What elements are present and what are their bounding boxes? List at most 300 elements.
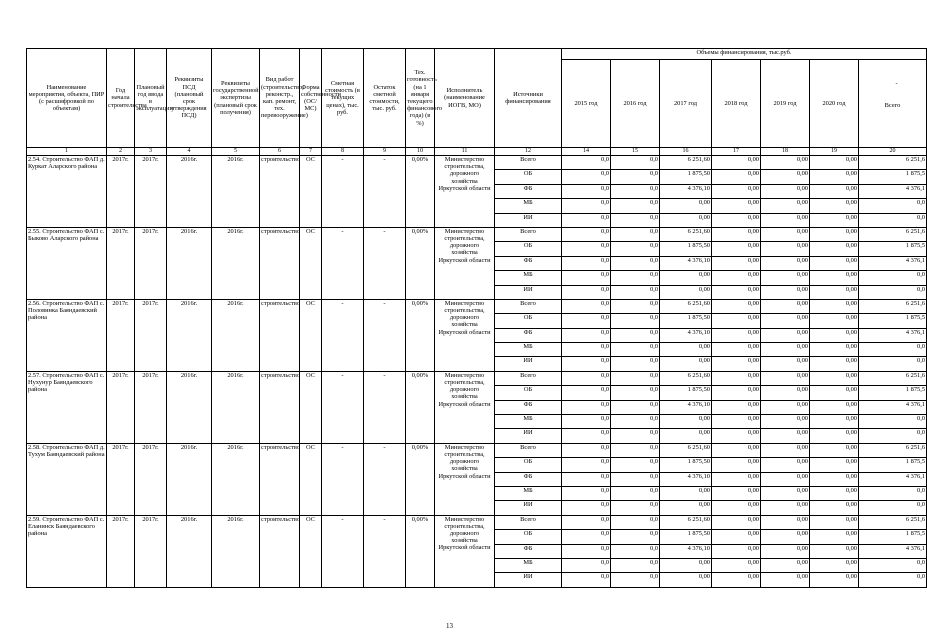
ownership-cell: ОС — [300, 443, 322, 515]
value-cell: 0,00 — [660, 429, 712, 443]
value-cell: 0,00 — [712, 429, 761, 443]
value-cell: 0,00 — [712, 199, 761, 213]
start-year-cell: 2017г. — [107, 156, 135, 228]
value-cell: 0,00 — [761, 486, 810, 500]
value-cell: 0,0 — [611, 299, 660, 313]
source-cell: ОБ — [495, 242, 562, 256]
value-cell: 1 875,5 — [859, 314, 927, 328]
value-cell: 0,0 — [859, 285, 927, 299]
executor-cell: Министерство строительства, дорожного хозяйства Иркутской области — [435, 371, 495, 443]
value-cell: 0,0 — [611, 530, 660, 544]
source-cell: ФБ — [495, 328, 562, 342]
value-cell: 0,0 — [562, 357, 611, 371]
value-cell: 0,00 — [810, 501, 859, 515]
value-cell: 0,0 — [611, 199, 660, 213]
value-cell: 0,0 — [562, 242, 611, 256]
value-cell: 6 251,6 — [859, 227, 927, 241]
value-cell: 0,00 — [660, 199, 712, 213]
value-cell: 0,0 — [611, 156, 660, 170]
source-cell: ОБ — [495, 386, 562, 400]
value-cell: 0,0 — [859, 558, 927, 572]
value-cell: 0,00 — [712, 299, 761, 313]
value-cell: 0,0 — [562, 429, 611, 443]
value-cell: 0,00 — [712, 573, 761, 587]
value-cell: 0,0 — [562, 256, 611, 270]
value-cell: 0,0 — [611, 458, 660, 472]
value-cell: 0,00 — [712, 227, 761, 241]
remaining-cost-cell: - — [364, 227, 406, 299]
project-name: 2.54. Строительство ФАП д. Куркат Аларского района — [27, 156, 107, 228]
source-cell: ИИ — [495, 213, 562, 227]
value-cell: 0,0 — [859, 199, 927, 213]
value-cell: 1 875,50 — [660, 170, 712, 184]
start-year-cell: 2017г. — [107, 371, 135, 443]
value-cell: 0,0 — [562, 400, 611, 414]
value-cell: 0,00 — [761, 343, 810, 357]
header-name: Наименование мероприятия, объекта, ПИР (с расшифровкой по объектам) — [27, 49, 107, 148]
value-cell: 0,0 — [562, 486, 611, 500]
column-number-cell: 1 — [27, 148, 107, 156]
value-cell: 0,0 — [859, 357, 927, 371]
value-cell: 0,0 — [562, 443, 611, 457]
value-cell: 0,00 — [761, 371, 810, 385]
value-cell: 0,00 — [761, 472, 810, 486]
value-cell: 0,0 — [611, 501, 660, 515]
value-cell: 0,00 — [810, 415, 859, 429]
value-cell: 0,0 — [859, 573, 927, 587]
value-cell: 0,00 — [660, 357, 712, 371]
work-type-cell: строительство — [260, 371, 300, 443]
value-cell: 0,00 — [712, 371, 761, 385]
column-numbers-row — [27, 148, 927, 156]
value-cell: 4 376,1 — [859, 544, 927, 558]
value-cell: 4 376,1 — [859, 400, 927, 414]
start-year-cell: 2017г. — [107, 299, 135, 371]
source-cell: МБ — [495, 415, 562, 429]
start-year-cell: 2017г. — [107, 443, 135, 515]
remaining-cost-cell: - — [364, 156, 406, 228]
value-cell: 0,0 — [562, 472, 611, 486]
source-cell: МБ — [495, 343, 562, 357]
value-cell: 0,00 — [660, 285, 712, 299]
value-cell: 0,00 — [761, 199, 810, 213]
value-cell: 0,0 — [562, 170, 611, 184]
value-cell: 0,00 — [712, 472, 761, 486]
expertise-year-cell: 2016г. — [212, 443, 260, 515]
value-cell: 0,00 — [810, 242, 859, 256]
source-cell: МБ — [495, 558, 562, 572]
ownership-cell: ОС — [300, 156, 322, 228]
value-cell: 0,00 — [810, 386, 859, 400]
table-row — [27, 371, 927, 385]
value-cell: 6 251,6 — [859, 156, 927, 170]
value-cell: 4 376,10 — [660, 256, 712, 270]
project-name: 2.59. Строительство ФАП с. Еланинск Баяндаевского района — [27, 515, 107, 587]
header-year-2016: 2016 год — [611, 60, 660, 148]
table-row — [27, 156, 927, 170]
value-cell: 4 376,10 — [660, 544, 712, 558]
value-cell: 0,00 — [810, 544, 859, 558]
value-cell: 0,00 — [712, 328, 761, 342]
commission-year-cell: 2017г. — [135, 156, 167, 228]
value-cell: 0,00 — [810, 371, 859, 385]
value-cell: 0,00 — [810, 170, 859, 184]
value-cell: 0,0 — [562, 371, 611, 385]
value-cell: 0,00 — [712, 443, 761, 457]
value-cell: 6 251,60 — [660, 443, 712, 457]
value-cell: 0,00 — [810, 486, 859, 500]
value-cell: 0,0 — [562, 558, 611, 572]
source-cell: ФБ — [495, 400, 562, 414]
tech-readiness-cell: 0,00% — [406, 156, 435, 228]
value-cell: 0,0 — [611, 242, 660, 256]
value-cell: 0,00 — [810, 443, 859, 457]
value-cell: 1 875,50 — [660, 530, 712, 544]
value-cell: 0,00 — [712, 184, 761, 198]
value-cell: 0,00 — [810, 573, 859, 587]
column-number-cell: 20 — [859, 148, 927, 156]
executor-cell: Министерство строительства, дорожного хозяйства Иркутской области — [435, 515, 495, 587]
executor-cell: Министерство строительства, дорожного хозяйства Иркутской области — [435, 156, 495, 228]
source-cell: ФБ — [495, 256, 562, 270]
value-cell: 4 376,10 — [660, 184, 712, 198]
value-cell: 0,0 — [562, 213, 611, 227]
header-total — [859, 60, 927, 148]
value-cell: 0,00 — [712, 213, 761, 227]
value-cell: 0,0 — [562, 415, 611, 429]
value-cell: 0,0 — [859, 213, 927, 227]
value-cell: 0,00 — [660, 573, 712, 587]
column-number-cell: 3 — [135, 148, 167, 156]
value-cell: 0,0 — [611, 184, 660, 198]
value-cell: 0,00 — [810, 530, 859, 544]
value-cell: 0,00 — [660, 271, 712, 285]
value-cell: 0,00 — [761, 328, 810, 342]
value-cell: 0,00 — [761, 213, 810, 227]
source-cell: ИИ — [495, 501, 562, 515]
psd-year-cell: 2016г. — [167, 227, 212, 299]
value-cell: 0,00 — [712, 386, 761, 400]
psd-year-cell: 2016г. — [167, 299, 212, 371]
tech-readiness-cell: 0,00% — [406, 227, 435, 299]
value-cell: 0,0 — [562, 227, 611, 241]
value-cell: 0,00 — [712, 357, 761, 371]
column-number-cell: 4 — [167, 148, 212, 156]
column-number-cell: 18 — [761, 148, 810, 156]
estimated-cost-cell: - — [322, 371, 364, 443]
header-executor: Исполнитель (наименование ИОГВ, МО) — [435, 49, 495, 148]
value-cell: 0,0 — [859, 501, 927, 515]
source-cell: Всего — [495, 371, 562, 385]
value-cell: 0,00 — [660, 343, 712, 357]
ownership-cell: ОС — [300, 371, 322, 443]
psd-year-cell: 2016г. — [167, 156, 212, 228]
value-cell: 0,0 — [562, 285, 611, 299]
value-cell: 0,00 — [660, 213, 712, 227]
value-cell: 6 251,60 — [660, 515, 712, 529]
value-cell: 0,0 — [611, 343, 660, 357]
remaining-cost-cell: - — [364, 299, 406, 371]
project-name: 2.57. Строительство ФАП с. Нухунур Баяндаевского района — [27, 371, 107, 443]
value-cell: 0,00 — [712, 314, 761, 328]
project-name: 2.56. Строительство ФАП с. Половинка Баяндаевский района — [27, 299, 107, 371]
header-year-2019: 2019 год — [761, 60, 810, 148]
value-cell: 0,00 — [660, 415, 712, 429]
value-cell: 4 376,1 — [859, 328, 927, 342]
value-cell: 0,00 — [761, 429, 810, 443]
value-cell: 0,0 — [611, 486, 660, 500]
column-number-cell: 8 — [322, 148, 364, 156]
source-cell: МБ — [495, 199, 562, 213]
value-cell: 6 251,60 — [660, 371, 712, 385]
value-cell: 0,0 — [611, 170, 660, 184]
value-cell: 0,00 — [712, 242, 761, 256]
value-cell: 0,0 — [611, 386, 660, 400]
estimated-cost-cell: - — [322, 515, 364, 587]
value-cell: 0,0 — [562, 299, 611, 313]
expertise-year-cell: 2016г. — [212, 227, 260, 299]
tech-readiness-cell: 0,00% — [406, 299, 435, 371]
value-cell: 0,0 — [562, 458, 611, 472]
value-cell: 0,0 — [562, 314, 611, 328]
estimated-cost-cell: - — [322, 156, 364, 228]
value-cell: 0,0 — [611, 213, 660, 227]
tech-readiness-cell: 0,00% — [406, 443, 435, 515]
source-cell: Всего — [495, 515, 562, 529]
tech-readiness-cell: 0,00% — [406, 515, 435, 587]
table-body — [27, 49, 927, 588]
value-cell: 0,00 — [761, 415, 810, 429]
value-cell: 0,0 — [611, 573, 660, 587]
value-cell: 0,00 — [761, 156, 810, 170]
estimated-cost-cell: - — [322, 227, 364, 299]
value-cell: 0,00 — [810, 314, 859, 328]
source-cell: Всего — [495, 156, 562, 170]
value-cell: 0,0 — [611, 357, 660, 371]
value-cell: 0,0 — [859, 486, 927, 500]
value-cell: 0,0 — [611, 415, 660, 429]
value-cell: 0,0 — [562, 199, 611, 213]
value-cell: 0,0 — [611, 400, 660, 414]
column-number-cell: 6 — [260, 148, 300, 156]
value-cell: 0,0 — [611, 472, 660, 486]
value-cell: 0,0 — [562, 328, 611, 342]
header-total-label: Всего — [884, 101, 901, 109]
value-cell: 0,00 — [810, 299, 859, 313]
value-cell: 0,00 — [712, 400, 761, 414]
value-cell: 0,0 — [611, 314, 660, 328]
value-cell: 0,00 — [810, 558, 859, 572]
value-cell: 1 875,5 — [859, 242, 927, 256]
column-number-cell: 2 — [107, 148, 135, 156]
value-cell: 0,00 — [712, 343, 761, 357]
value-cell: 0,0 — [562, 156, 611, 170]
work-type-cell: строительство — [260, 156, 300, 228]
value-cell: 0,0 — [562, 386, 611, 400]
value-cell: 0,00 — [761, 400, 810, 414]
header-year-2020: 2020 год — [810, 60, 859, 148]
value-cell: 0,00 — [761, 530, 810, 544]
value-cell: 0,00 — [712, 530, 761, 544]
value-cell: 0,00 — [810, 213, 859, 227]
value-cell: 6 251,6 — [859, 515, 927, 529]
value-cell: 0,00 — [712, 501, 761, 515]
value-cell: 1 875,50 — [660, 314, 712, 328]
value-cell: 0,00 — [712, 156, 761, 170]
header-dash: - — [895, 80, 898, 88]
value-cell: 0,0 — [562, 271, 611, 285]
value-cell: 0,00 — [810, 256, 859, 270]
expertise-year-cell: 2016г. — [212, 156, 260, 228]
project-name: 2.55. Строительство ФАП с. Быково Аларского района — [27, 227, 107, 299]
value-cell: 0,00 — [761, 170, 810, 184]
value-cell: 0,0 — [611, 371, 660, 385]
value-cell: 0,00 — [761, 558, 810, 572]
page-number: 13 — [446, 622, 453, 630]
value-cell: 0,00 — [761, 501, 810, 515]
work-type-cell: строительство — [260, 515, 300, 587]
value-cell: 0,0 — [859, 429, 927, 443]
column-number-cell: 16 — [660, 148, 712, 156]
value-cell: 0,00 — [761, 256, 810, 270]
value-cell: 0,00 — [761, 314, 810, 328]
column-number-cell: 15 — [611, 148, 660, 156]
value-cell: 0,0 — [859, 415, 927, 429]
value-cell: 6 251,60 — [660, 156, 712, 170]
source-cell: ФБ — [495, 472, 562, 486]
column-number-cell: 7 — [300, 148, 322, 156]
header-remaining-cost: Остаток сметной стоимости, тыс. руб. — [364, 49, 406, 148]
value-cell: 0,00 — [660, 501, 712, 515]
value-cell: 1 875,5 — [859, 458, 927, 472]
value-cell: 6 251,60 — [660, 299, 712, 313]
value-cell: 6 251,6 — [859, 443, 927, 457]
value-cell: 0,0 — [562, 184, 611, 198]
estimated-cost-cell: - — [322, 443, 364, 515]
value-cell: 4 376,1 — [859, 256, 927, 270]
ownership-cell: ОС — [300, 227, 322, 299]
psd-year-cell: 2016г. — [167, 443, 212, 515]
work-type-cell: строительство — [260, 443, 300, 515]
table-row — [27, 515, 927, 529]
value-cell: 0,00 — [712, 544, 761, 558]
commission-year-cell: 2017г. — [135, 299, 167, 371]
column-number-cell: 11 — [435, 148, 495, 156]
value-cell: 0,0 — [611, 285, 660, 299]
value-cell: 0,0 — [611, 256, 660, 270]
value-cell: 4 376,10 — [660, 328, 712, 342]
value-cell: 0,00 — [761, 458, 810, 472]
header-year-2017: 2017 год — [660, 60, 712, 148]
financing-table — [26, 48, 927, 588]
value-cell: 0,0 — [611, 271, 660, 285]
executor-cell: Министерство строительства, дорожного хозяйства Иркутской области — [435, 299, 495, 371]
value-cell: 0,00 — [761, 242, 810, 256]
value-cell: 0,0 — [611, 328, 660, 342]
value-cell: 0,00 — [761, 271, 810, 285]
value-cell: 0,0 — [562, 544, 611, 558]
value-cell: 1 875,5 — [859, 170, 927, 184]
psd-year-cell: 2016г. — [167, 515, 212, 587]
header-year-2015: 2015 год — [562, 60, 611, 148]
value-cell: 0,00 — [761, 573, 810, 587]
commission-year-cell: 2017г. — [135, 515, 167, 587]
value-cell: 0,0 — [562, 343, 611, 357]
value-cell: 0,00 — [810, 515, 859, 529]
value-cell: 0,00 — [810, 328, 859, 342]
source-cell: Всего — [495, 299, 562, 313]
column-number-cell: 17 — [712, 148, 761, 156]
value-cell: 0,0 — [611, 544, 660, 558]
header-start-year: Год начала строительства — [107, 49, 135, 148]
executor-cell: Министерство строительства, дорожного хозяйства Иркутской области — [435, 227, 495, 299]
column-number-cell: 14 — [562, 148, 611, 156]
source-cell: ИИ — [495, 357, 562, 371]
value-cell: 0,0 — [562, 573, 611, 587]
value-cell: 0,00 — [712, 256, 761, 270]
value-cell: 0,00 — [761, 357, 810, 371]
estimated-cost-cell: - — [322, 299, 364, 371]
work-type-cell: строительство — [260, 227, 300, 299]
value-cell: 0,00 — [761, 544, 810, 558]
value-cell: 0,00 — [712, 558, 761, 572]
value-cell: 0,00 — [810, 472, 859, 486]
value-cell: 0,00 — [761, 227, 810, 241]
expertise-year-cell: 2016г. — [212, 515, 260, 587]
value-cell: 0,0 — [611, 227, 660, 241]
value-cell: 0,00 — [810, 458, 859, 472]
value-cell: 0,00 — [660, 558, 712, 572]
column-number-cell: 10 — [406, 148, 435, 156]
value-cell: 0,00 — [761, 443, 810, 457]
value-cell: 0,0 — [562, 530, 611, 544]
source-cell: ОБ — [495, 170, 562, 184]
value-cell: 0,0 — [611, 443, 660, 457]
header-commission-year: Плановый год ввода в эксплуатацию — [135, 49, 167, 148]
value-cell: 4 376,1 — [859, 184, 927, 198]
source-cell: Всего — [495, 227, 562, 241]
value-cell: 0,00 — [810, 357, 859, 371]
value-cell: 0,00 — [810, 429, 859, 443]
header-expertise: Реквизиты государственной экспертизы (плановый срок получения) — [212, 49, 260, 148]
expertise-year-cell: 2016г. — [212, 299, 260, 371]
value-cell: 0,00 — [712, 271, 761, 285]
value-cell: 0,00 — [761, 285, 810, 299]
table-row — [27, 227, 927, 241]
source-cell: ФБ — [495, 184, 562, 198]
value-cell: 0,00 — [712, 486, 761, 500]
value-cell: 0,00 — [761, 386, 810, 400]
value-cell: 1 875,50 — [660, 242, 712, 256]
value-cell: 1 875,5 — [859, 530, 927, 544]
source-cell: ОБ — [495, 314, 562, 328]
value-cell: 0,0 — [562, 515, 611, 529]
header-year-2018: 2018 год — [712, 60, 761, 148]
value-cell: 1 875,5 — [859, 386, 927, 400]
ownership-cell: ОС — [300, 299, 322, 371]
value-cell: 0,00 — [660, 486, 712, 500]
commission-year-cell: 2017г. — [135, 443, 167, 515]
ownership-cell: ОС — [300, 515, 322, 587]
value-cell: 0,00 — [810, 227, 859, 241]
value-cell: 0,00 — [712, 170, 761, 184]
value-cell: 4 376,10 — [660, 472, 712, 486]
value-cell: 0,00 — [810, 285, 859, 299]
source-cell: МБ — [495, 271, 562, 285]
remaining-cost-cell: - — [364, 443, 406, 515]
header-ownership: Форма собственности (ОС/МС) — [300, 49, 322, 148]
header-sources: Источники финансирования — [495, 49, 562, 148]
